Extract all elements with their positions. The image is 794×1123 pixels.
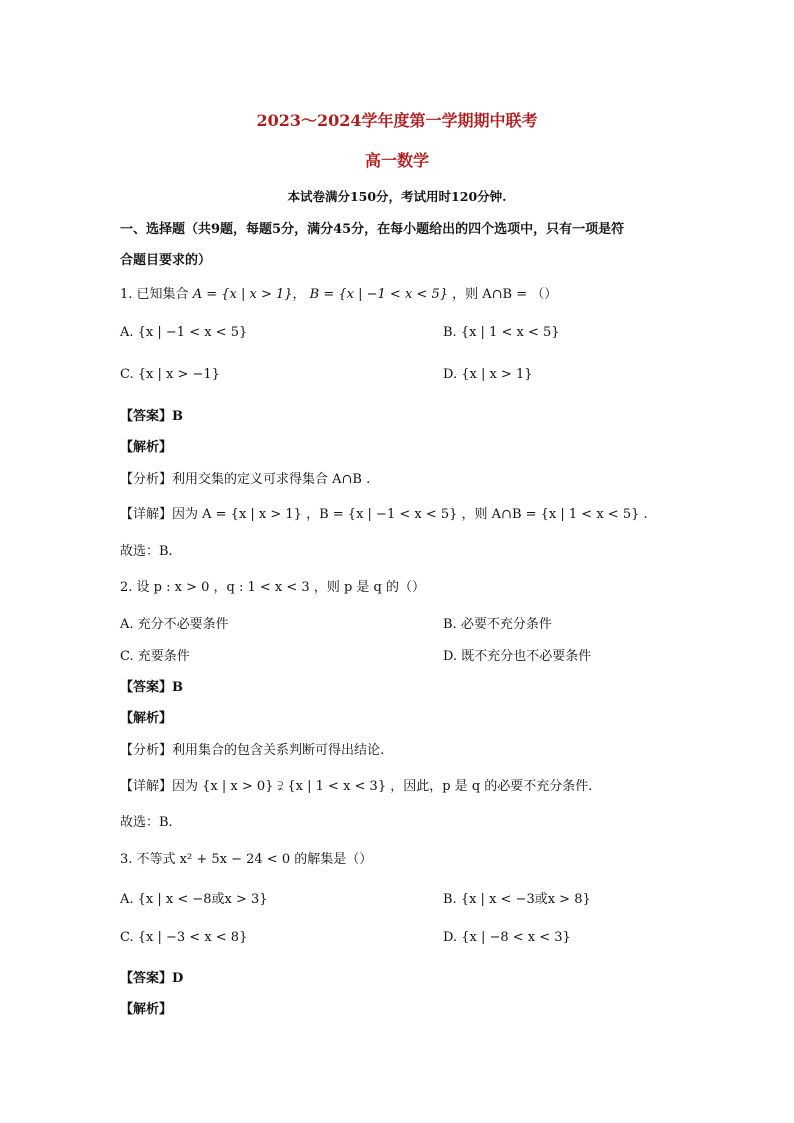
q1-fenxi: 【分析】利用交集的定义可求得集合 A∩B . xyxy=(120,472,371,487)
q1-analysis-heading: 【解析】 xyxy=(120,440,173,455)
q1-stem-prefix: 1. 已知集合 xyxy=(120,287,189,302)
q3-option-a: A. {x | x < −8或x > 3} xyxy=(120,892,268,907)
q1-option-a: A. {x | −1 < x < 5} xyxy=(120,325,248,340)
q3-option-b: B. {x | x < −3或x > 8} xyxy=(443,892,591,907)
q2-answer: 【答案】B xyxy=(120,680,183,695)
q1-set-a: A = {x | x > 1} xyxy=(192,287,293,302)
exam-title: 2023～2024学年度第一学期期中联考 xyxy=(256,111,538,130)
q2-stem: 2. 设 p : x > 0 ，q : 1 < x < 3 ，则 p 是 q 的（） xyxy=(120,580,425,595)
q2-option-b: B. 必要不充分条件 xyxy=(443,617,552,632)
q1-conclusion: 故选：B. xyxy=(120,544,173,559)
q3-option-c: C. {x | −3 < x < 8} xyxy=(120,930,248,945)
q3-analysis-heading: 【解析】 xyxy=(120,1002,173,1017)
q3-answer: 【答案】D xyxy=(120,971,184,986)
q2-analysis-heading: 【解析】 xyxy=(120,711,173,726)
q1-xiangjie: 【详解】因为 A = {x | x > 1} ，B = {x | −1 < x < 5} ，则 A∩B = {x | 1 < x < 5} . xyxy=(120,507,648,522)
q1-option-c: C. {x | x > −1} xyxy=(120,367,220,382)
q1-set-b: B = {x | −1 < x < 5} xyxy=(309,287,448,302)
q3-option-d: D. {x | −8 < x < 3} xyxy=(443,930,571,945)
q2-conclusion: 故选：B. xyxy=(120,815,173,830)
q2-option-a: A. 充分不必要条件 xyxy=(120,617,229,632)
section-heading-line2: 合题目要求的） xyxy=(120,253,212,268)
exam-note: 本试卷满分150分，考试用时120分钟. xyxy=(287,189,507,204)
q2-option-c: C. 充要条件 xyxy=(120,649,190,664)
exam-subject: 高一数学 xyxy=(364,151,429,170)
q1-stem-sep: ， xyxy=(292,287,306,302)
q1-option-d: D. {x | x > 1} xyxy=(443,367,533,382)
q2-option-d: D. 既不充分也不必要条件 xyxy=(443,649,592,664)
q2-xiangjie: 【详解】因为 {x | x > 0} ⫌ {x | 1 < x < 3} ，因此，p 是 q 的必要不充分条件. xyxy=(120,779,593,794)
q1-option-b: B. {x | 1 < x < 5} xyxy=(443,325,560,340)
q1-stem xyxy=(120,283,557,302)
q3-stem: 3. 不等式 x² + 5x − 24 < 0 的解集是（） xyxy=(120,852,373,867)
q2-fenxi: 【分析】利用集合的包含关系判断可得出结论. xyxy=(120,743,385,758)
q1-answer: 【答案】B xyxy=(120,409,183,424)
section-heading-line1: 一、选择题（共9题，每题5分，满分45分，在每小题给出的四个选项中，只有一项是符 xyxy=(120,222,625,237)
q1-stem-suffix: ，则 A∩B = （） xyxy=(452,287,558,302)
